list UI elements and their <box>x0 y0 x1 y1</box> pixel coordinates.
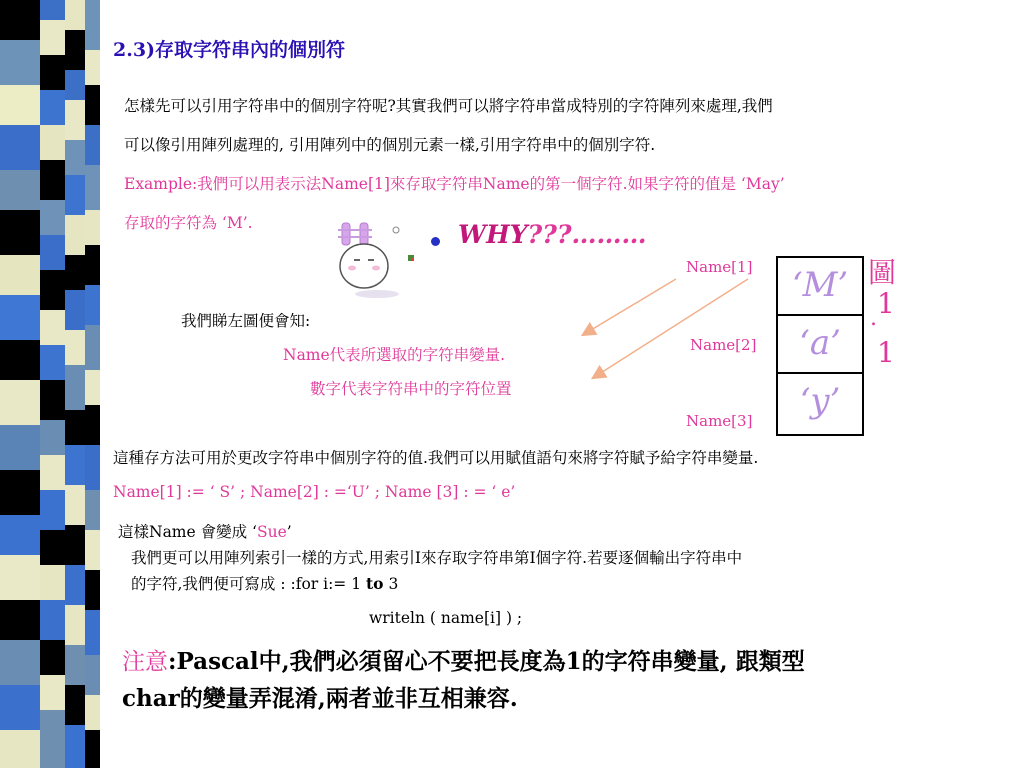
label-name-3: Name[3] <box>686 412 753 430</box>
notes-point-1: Name代表所選取的字符串變量. <box>283 346 506 364</box>
bunny-mascot-icon <box>332 218 422 300</box>
example-line-1: Example:我們可以用表示法Name[1]來存取字符串Name的第一個字符.如果字符的值是 ‘May’ <box>124 175 785 193</box>
arrow-to-char-position <box>596 279 748 376</box>
figure-dot: . <box>870 306 877 331</box>
notes-point-2: 數字代表字符串中的字符位置 <box>310 380 512 398</box>
notes-heading: 我們睇左圖便會知: <box>181 312 311 330</box>
footer-note-line-2: char的變量弄混淆,兩者並非互相兼容. <box>122 685 518 712</box>
label-name-2: Name[2] <box>690 336 757 354</box>
body-line-4: 的字符,我們便可寫成 : :for i:= 1 to 3 <box>131 574 399 593</box>
why-text: WHY???……… <box>458 220 647 249</box>
char-cell-1: ‘M’ <box>778 258 862 316</box>
body-result-line: 這樣Name 會變成 ‘Sue’ <box>118 523 292 541</box>
body-line-1: 這種存方法可用於更改字符串中個別字符的值.我們可以用賦值語句來將字符賦予給字符串變量. <box>113 449 759 467</box>
decorative-stripe-sidebar <box>0 0 100 768</box>
body-line-3: 我們更可以用陣列索引一樣的方式,用索引I來存取字符串第I個字符.若要逐個輸出字符串中 <box>131 549 743 567</box>
bullet-dot <box>431 237 440 246</box>
figure-char-1: 圖 <box>868 256 897 289</box>
char-array-box <box>776 256 864 436</box>
label-name-1: Name[1] <box>686 258 753 276</box>
body-code-line: Name[1] := ‘ S’ ; Name[2] : =‘U’ ; Name [3] : = ‘ e’ <box>113 483 516 501</box>
example-line-2: 存取的字符為 ‘M’. <box>124 214 253 232</box>
footer-note-line-1: 注意:Pascal中,我們必須留心不要把長度為1的字符串變量, 跟類型 <box>122 648 805 675</box>
figure-char-2: 1 <box>877 287 895 320</box>
arrow-to-name-variable <box>586 279 676 333</box>
body-code-writeln: writeln ( name[i] ) ; <box>369 609 523 627</box>
intro-line-2: 可以像引用陣列處理的, 引用陣列中的個別元素一樣,引用字符串中的個別字符. <box>124 136 656 154</box>
arrows-diagram <box>580 260 780 385</box>
char-cell-2: ‘a’ <box>778 316 862 374</box>
char-cell-3: ‘y’ <box>799 381 841 421</box>
slide-title: 2.3)存取字符串內的個別符 <box>113 39 346 61</box>
intro-line-1: 怎樣先可以引用字符串中的個別字符呢?其實我們可以將字符串當成特別的字符陣列來處理,我們 <box>124 97 773 115</box>
figure-char-3: 1 <box>877 336 895 369</box>
